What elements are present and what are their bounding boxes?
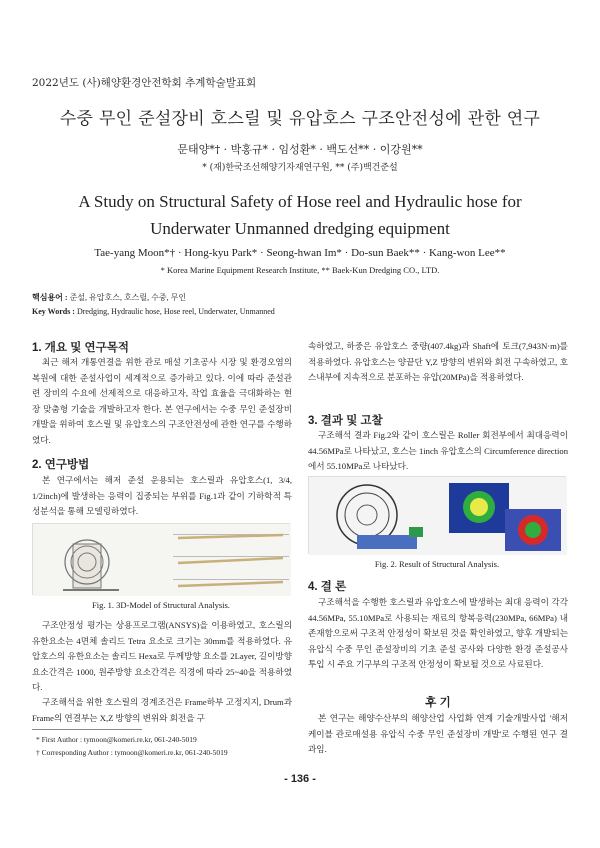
keywords-korean-text: 준설, 유압호스, 호스릴, 수중, 무인 (69, 293, 187, 302)
section3-heading: 3. 결과 및 고찰 (308, 415, 383, 427)
section2-heading: 2. 연구방법 (32, 459, 90, 471)
fig2-svg (309, 477, 567, 555)
section2-body-3: 구조해석을 위한 호스릴의 경계조건은 Frame하부 고정지지, Drum과 Frame의 연결부는 X,Z 방향의 변위와 회전을 구 (32, 697, 292, 723)
english-title (0, 188, 600, 242)
fig1-svg (33, 524, 291, 596)
section1-heading: 1. 개요 및 연구목적 (32, 342, 129, 354)
english-authors: Tae-yang Moon*† · Hong-kyu Park* · Seong-hwan Im* · Do-sun Baek** · Kang-won Lee** (94, 247, 506, 259)
fig2-image (308, 476, 566, 554)
fig1-image (32, 523, 290, 595)
page-number: - 136 - (284, 773, 316, 785)
korean-title: 수중 무인 준설장비 호스릴 및 유압호스 구조안전성에 관한 연구 (59, 109, 541, 129)
column2-continuation: 속하였고, 하중은 유압호스 중량(407.4kg)과 Shaft에 토크(7,943N·m)를 적용하였다. 유압호스는 양끝단 Y,Z 방향의 변위와 회전 구속하였고, 호스내부에 지속적으로 분포하는 유압(20MPa)을 적용하였다. (308, 341, 568, 382)
keywords-english-label: Key Words : (32, 307, 75, 316)
english-title-line1: A Study on Structural Safety of Hose reel and Hydraulic hose for (78, 192, 522, 211)
korean-affiliations: * (재)한국조선해양기자재연구원, ** (주)백건준설 (202, 163, 398, 173)
conference-header: 2022년도 (사)해양환경안전학회 추계학술발표회 (32, 77, 257, 89)
english-affiliations: * Korea Marine Equipment Research Institute, ** Baek-Kun Dredging CO., LTD. (160, 265, 440, 275)
keywords-english-text: Dredging, Hydraulic hose, Hose reel, Underwater, Unmanned (76, 307, 275, 316)
keywords-english (32, 307, 275, 316)
acknowledgement-body: 본 연구는 해양수산부의 해양산업 사업화 연계 기술개발사업 '해저 케이블 관로매설용 유압식 수중 무인 준설장비 개발'로 수행된 연구 결과임. (308, 713, 568, 754)
section2-body-2: 구조안정성 평가는 상용프로그램(ANSYS)을 이용하였고, 호스릴의 유한요소는 4면체 솔리드 Tetra 요소로 크기는 30mm를 적용하였다. 유압호스의 유한요소는 솔리드 Hexa로 두께방향 요소를 2Layer, 길이방향 요소간격은 1000, 원주방향 요소간격은 직경에 따라 25~40을 적용하였다. (32, 620, 292, 692)
fig1-caption: Fig. 1. 3D-Model of Structural Analysis. (92, 600, 230, 610)
fig2-caption: Fig. 2. Result of Structural Analysis. (374, 559, 500, 569)
keywords-korean-label: 핵심용어 : (32, 293, 68, 302)
section3-body: 구조해석 결과 Fig.2와 같이 호스릴은 Roller 회전부에서 최대응력이 44.56MPa로 나타났고, 호스는 1inch 유압호스의 Circumference direction에서 55.10MPa로 나타났다. (308, 430, 568, 471)
english-title-line2: Underwater Unmanned dredging equipment (150, 219, 450, 238)
keywords-korean (32, 292, 186, 303)
footnote-first-author: * First Author : tymoon@komeri.re.kr, 061-240-5019 (36, 735, 197, 744)
section2-body: 본 연구에서는 해저 준설 운용되는 호스릴과 유압호스(1, 3/4, 1/2inch)에 발생하는 응력이 집중되는 부위를 Fig.1과 같이 기하학적 특성분석을 통해 모델링하였다. (32, 475, 292, 516)
korean-authors: 문태양*† · 박홍규* · 임성환* · 백도선** · 이강원** (177, 143, 423, 156)
section4-body: 구조해석을 수행한 호스릴과 유압호스에 발생하는 최대 응력이 각각 44.56MPa, 55.10MPa로 사용되는 재료의 항복응력(230MPa, 66MPa) 내 존재함으로써 구조적 안정성이 확보된 것을 확인하였고, 향후 개발되는 유압식 수중 무인 준설장비의 기초 준설 공사와 다양한 환경 준설공사 투입 시 주요 기구부의 구조적 안정성이 확보될 것으로 사료된다. (308, 597, 568, 669)
footnote-rule (32, 729, 142, 730)
footnote-corresponding-author: † Corresponding Author : tymoon@komeri.re.kr, 061-240-5019 (36, 748, 228, 757)
acknowledgement-heading: 후 기 (425, 697, 451, 709)
section4-heading: 4. 결 론 (308, 581, 347, 593)
section1-body: 최근 해저 개통연결을 위한 관로 매설 기초공사 시장 및 환경오염의 복원에 대한 준설사업이 세계적으로 증가하고 있다. 이에 따라 준설관련 장비의 수요에 선제적으로 대응하고자, 작업 효율을 극대화하는 현장 맞춤형 기술을 개발하고자 한다. 본 연구에서는 수중 무인 준설장비 개발을 위하여 호스릴 및 유압호스의 구조안전성에 관한 연구를 수행하였다. (32, 357, 292, 445)
